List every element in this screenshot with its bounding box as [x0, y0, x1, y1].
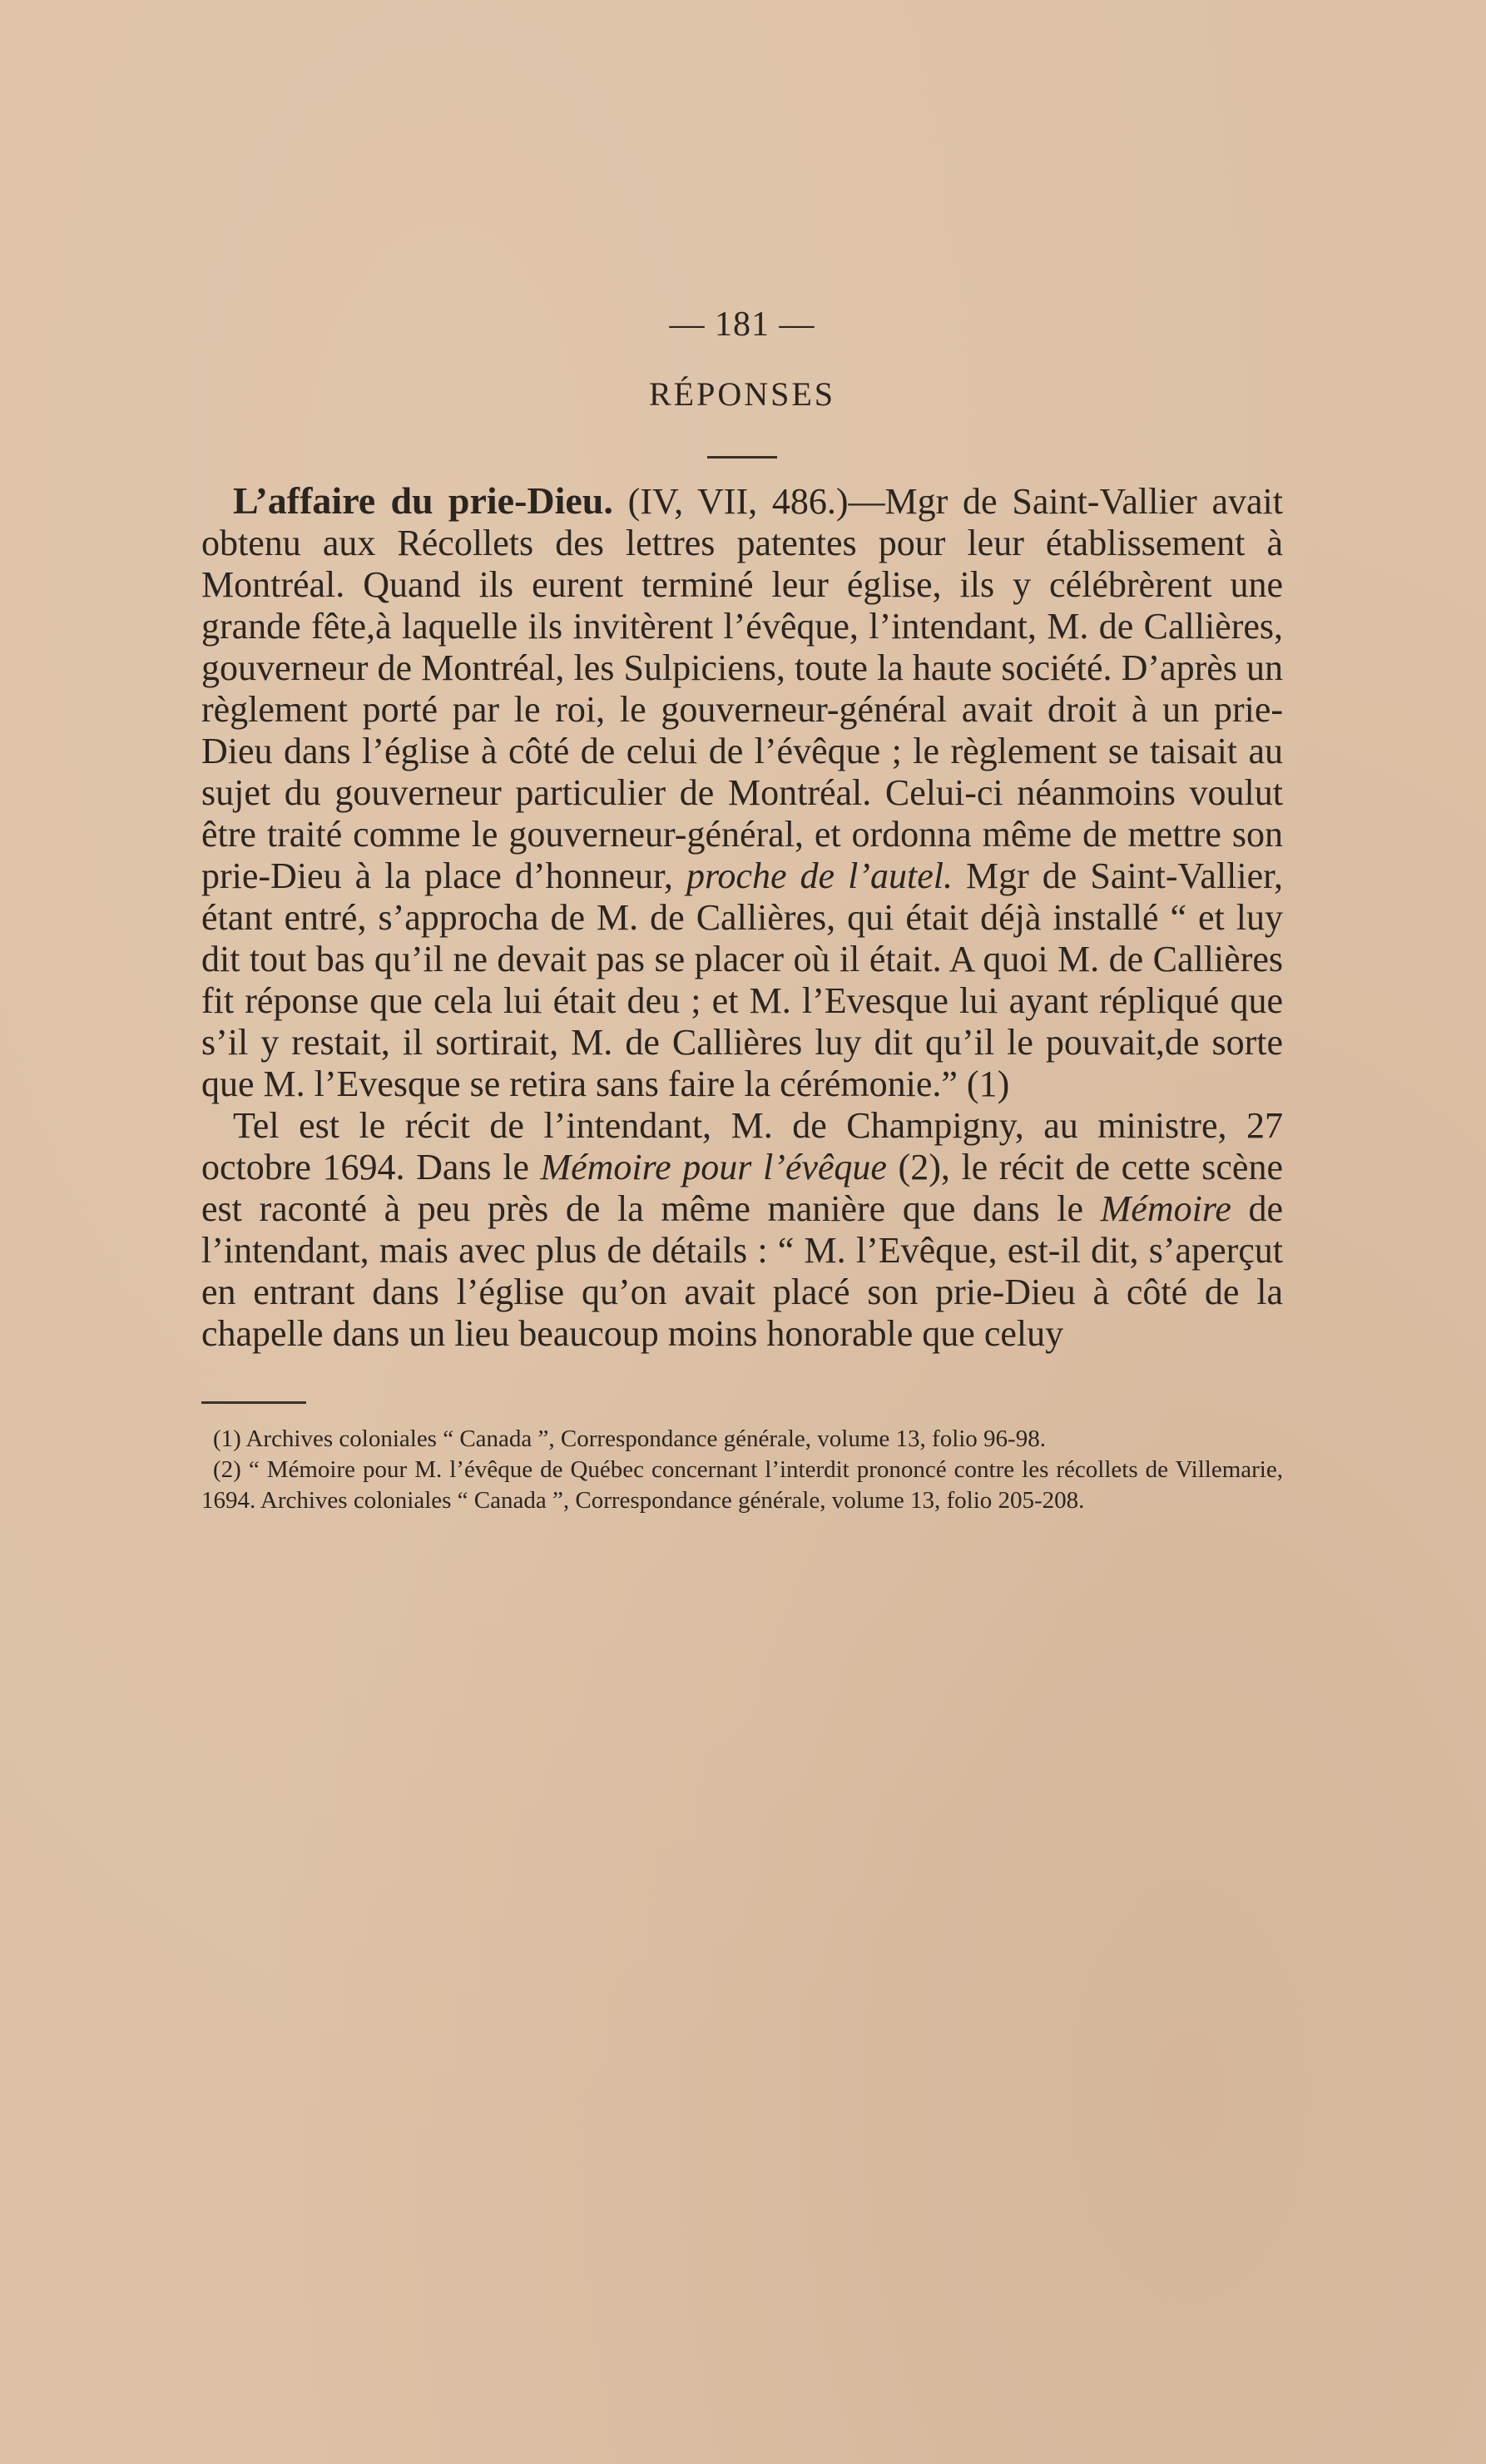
- paragraph-2-b: (2), le récit de cette scène est raconté à peu près de la même manière que dans le: [201, 1147, 1283, 1229]
- footnote-1: (1) Archives coloniales “ Canada ”, Correspondance générale, volume 13, folio 96-98.: [213, 1425, 1046, 1452]
- paragraph-1-text: (IV, VII, 486.)—Mgr de Saint-Vallier avait obtenu aux Récollets des lettres patentes pour leur établissement à Montréal. Quand ils eurent terminé leur église, ils y célébrèrent une grande fête,à laquelle ils invitèrent l’évêque, l’intendant, M. de Callières, gouverneur de Montréal, les Sulpiciens, toute la haute société. D’après un règlement porté par le roi, le gouverneur-général avait droit à un prie-Dieu dans l’église à côté de celui de l’évêque ; le règlement se taisait au sujet du gouverneur particulier de Montréal. Celui-ci néanmoins voulut être traité comme le gouverneur-général, et ordonna même de mettre son prie-Dieu à la place d’honneur,: [201, 481, 1283, 896]
- paragraph-2-italic-2: Mémoire: [1100, 1188, 1231, 1229]
- paragraph-2-italic-1: Mémoire pour l’évêque: [540, 1147, 887, 1187]
- paragraph-2-a: Tel est le récit de l’intendant, M. de Champigny, au ministre, 27 octobre 1694. Dans le: [201, 1105, 1283, 1187]
- paragraph-1-rest: Mgr de Saint-Vallier, étant entré, s’approcha de M. de Callières, qui était déjà installé “ et luy dit tout bas qu’il ne devait pas se placer où il était. A quoi M. de Callières fit réponse que cela lui était deu ; et M. l’Evesque lui ayant répliqué que s’il y restait, il sortirait, M. de Callières luy dit qu’il le pouvait,de sorte que M. l’Evesque se retira sans faire la cérémonie.” (1): [201, 855, 1283, 1104]
- page-number: — 181 —: [669, 305, 815, 344]
- paragraph-2-c: de l’intendant, mais avec plus de détails : “ M. l’Evêque, est-il dit, s’aperçut en entrant dans l’église qu’on avait placé son prie-Dieu à côté de la chapelle dans un lieu beaucoup moins honorable que celuy: [201, 1188, 1283, 1354]
- paragraph-2: [201, 1105, 1283, 1355]
- footnote-rule: [201, 1401, 306, 1404]
- title-rule: [707, 456, 777, 459]
- paragraph-1-italic: proche de l’autel.: [686, 855, 953, 896]
- article-title: L’affaire du prie-Dieu.: [233, 479, 613, 522]
- section-title: RÉPONSES: [648, 375, 836, 413]
- footnote-2: (2) “ Mémoire pour M. l’évêque de Québec concernant l’interdit prononcé contre les récollets de Villemarie, 1694. Archives coloniales “ Canada ”, Correspondance générale, volume 13, folio 205-208.: [201, 1456, 1283, 1514]
- text-block: [201, 300, 1283, 1516]
- paragraph-1: [201, 480, 1283, 1105]
